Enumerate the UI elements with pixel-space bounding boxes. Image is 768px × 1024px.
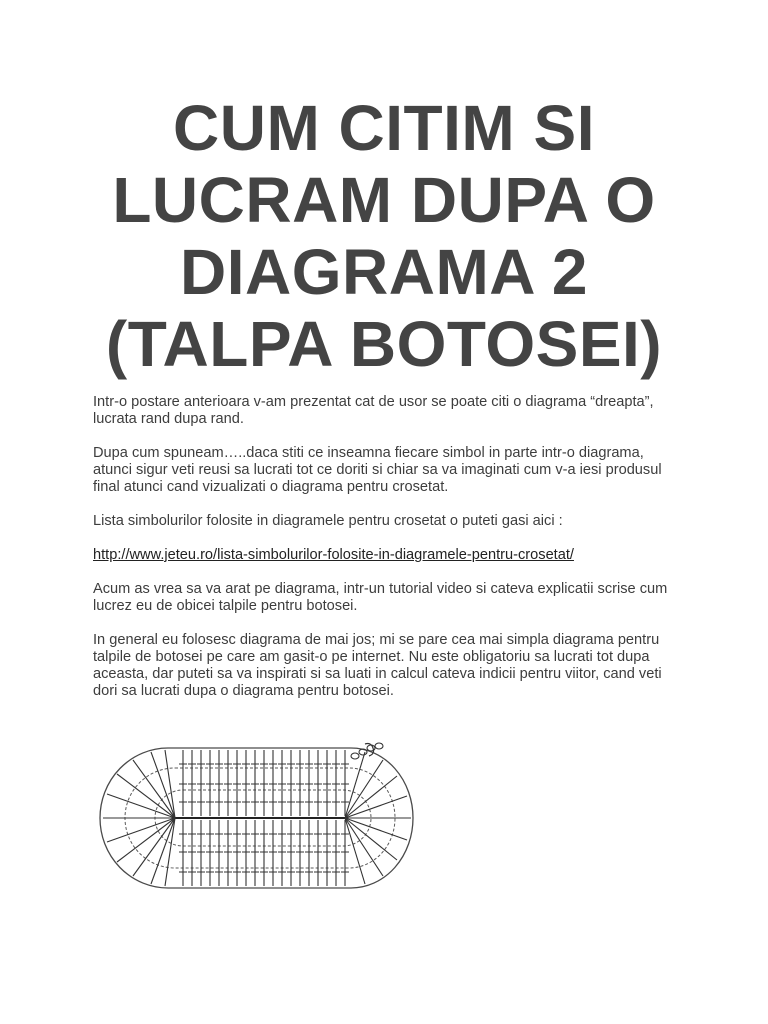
symbols-list-link[interactable]: http://www.jeteu.ro/lista-simbolurilor-folosite-in-diagramele-pentru-crosetat/	[93, 547, 574, 563]
paragraph-symbols-meaning: Dupa cum spuneam…..daca stiti ce inseamna fiecare simbol in parte intr-o diagrama, atunci sigur veti reusi sa lucrati tot ce doriti si chiar sa va imaginati cum v-a iesi produsul final atunci cand vizualizati o diagrama pentru crosetat.	[93, 445, 662, 495]
paragraph-symbols-list: Lista simbolurilor folosite in diagramele pentru crosetat o puteti gasi aici :	[93, 513, 563, 529]
paragraph-diagram-info: In general eu folosesc diagrama de mai jos; mi se pare cea mai simpla diagrama pentru talpile de botosei pe care am gasit-o pe internet. Nu este obligatoriu sa lucrati tot dupa aceasta, dar puteti sa va inspirati si sa luati in calcul cateva indicii pentru viitor, cand veti dori sa lucrati dupa o diagrama pentru botosei.	[93, 632, 662, 699]
title-line-4: (TALPA BOTOSEI)	[105, 308, 663, 380]
page-title	[60, 92, 708, 380]
paragraph-tutorial: Acum as vrea sa va arat pe diagrama, intr-un tutorial video si cateva explicatii scrise cum lucrez eu de obicei talpile pentru botosei.	[93, 581, 668, 614]
crochet-sole-diagram	[93, 742, 421, 894]
article-body	[93, 394, 683, 717]
title-line-1: CUM CITIM SI	[173, 92, 595, 164]
paragraph-intro: Intr-o postare anterioara v-am prezentat cat de usor se poate citi o diagrama “dreapta”, lucrata rand dupa rand.	[93, 394, 654, 427]
title-line-3: DIAGRAMA 2	[180, 236, 588, 308]
title-line-2: LUCRAM DUPA O	[112, 164, 656, 236]
link-paragraph	[93, 547, 683, 564]
